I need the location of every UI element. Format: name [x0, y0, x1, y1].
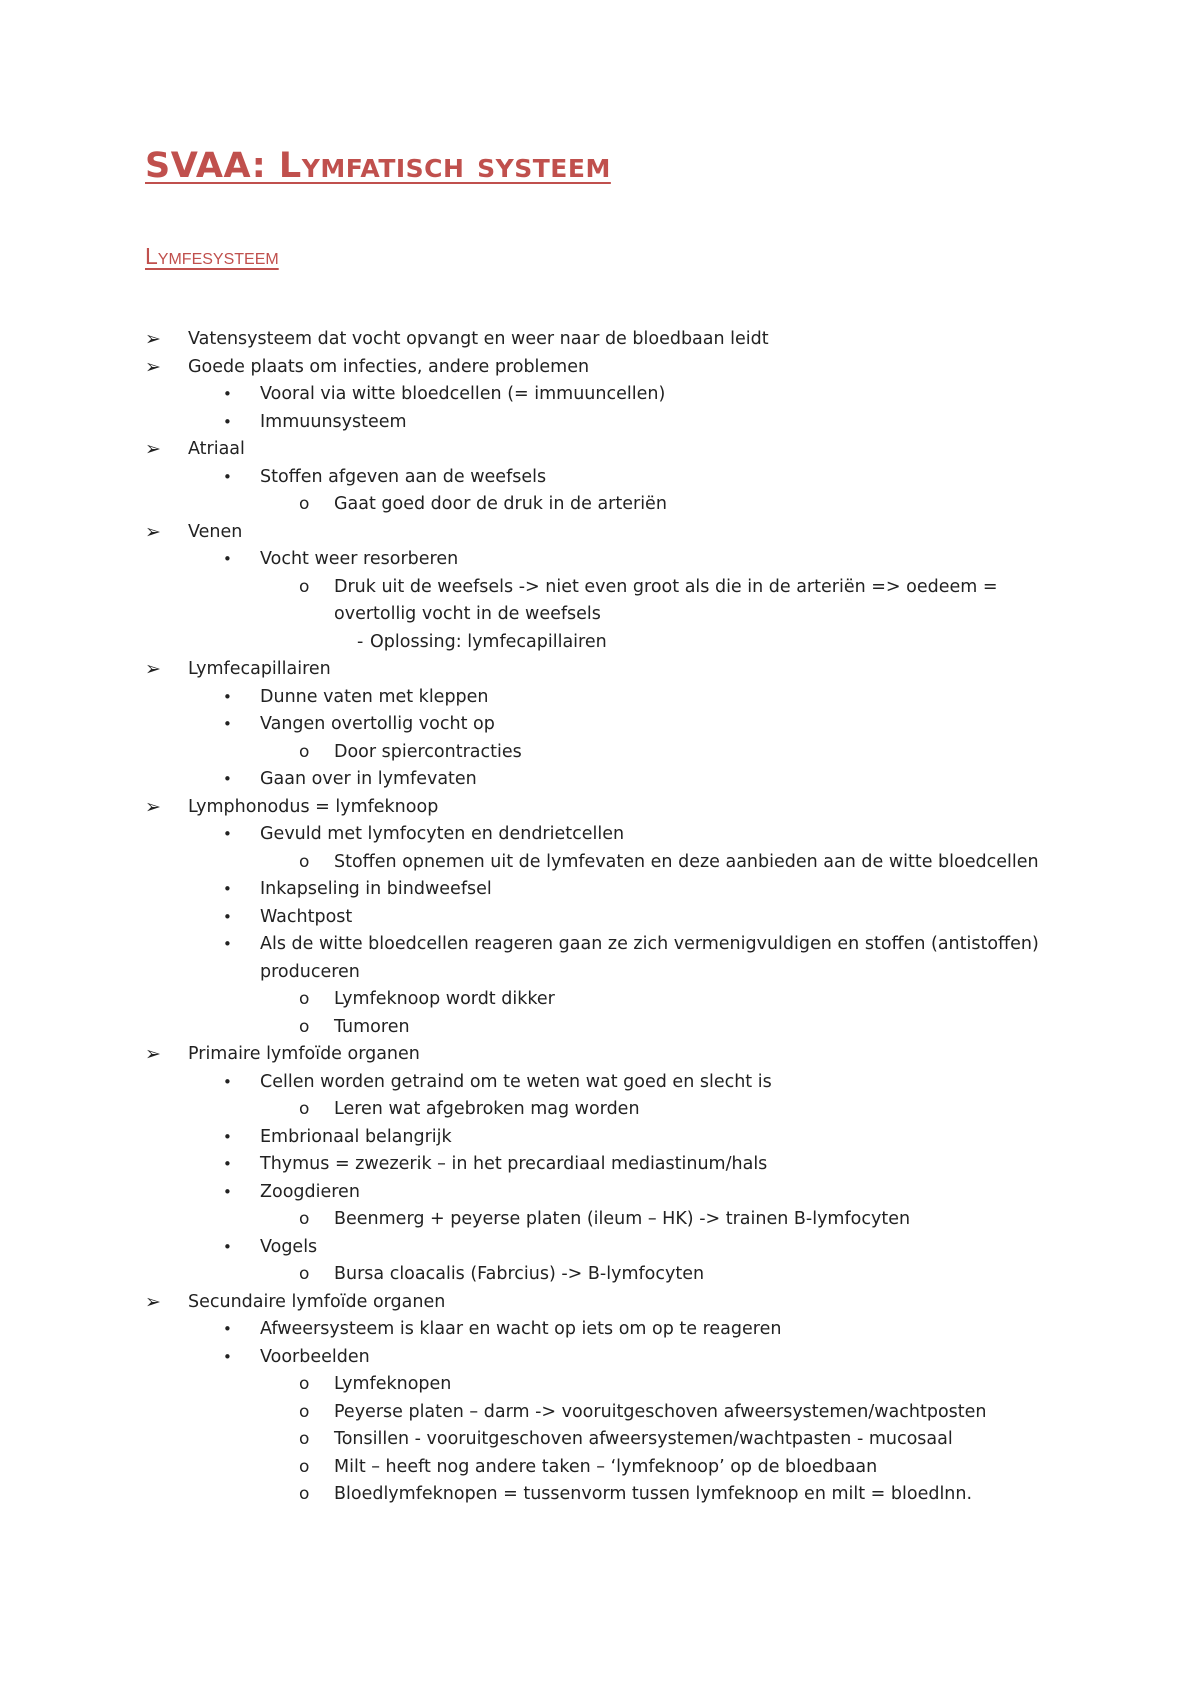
list-item-text: Beenmerg + peyerse platen (ileum – HK) -> trainen B-lymfocyten: [334, 1209, 911, 1229]
list-item: [0, 1399, 1200, 1427]
bullet-icon: •: [223, 1127, 232, 1146]
circle-bullet-icon: o: [299, 1016, 310, 1037]
list-item: [0, 1261, 1200, 1289]
list-item: [0, 491, 1200, 519]
list-item-text: Bloedlymfeknopen = tussenvorm tussen lymfeknoop en milt = bloedlnn.: [334, 1484, 973, 1504]
bullet-icon: •: [223, 907, 232, 926]
list-item-text: Door spiercontracties: [334, 741, 522, 762]
list-item-text: Lymfeknoop wordt dikker: [334, 989, 555, 1009]
list-item-text: Atriaal: [188, 439, 245, 459]
outline-list: [0, 326, 1200, 1509]
list-item-text: Immuunsysteem: [260, 411, 407, 432]
list-item-text: Voorbeelden: [260, 1346, 370, 1367]
list-item-text: Embrionaal belangrijk: [260, 1126, 452, 1147]
bullet-icon: •: [223, 935, 232, 953]
list-item-text: Zoogdieren: [260, 1181, 360, 1202]
list-item-text: Peyerse platen – darm -> vooruitgeschoven afweersystemen/wachtposten: [334, 1401, 987, 1422]
list-item: [0, 601, 1200, 629]
circle-bullet-icon: o: [299, 1429, 310, 1449]
list-item: [0, 464, 1200, 492]
list-item: [0, 574, 1200, 602]
list-item: [0, 326, 1200, 354]
list-item: [0, 794, 1200, 822]
list-item-text: Secundaire lymfoïde organen: [188, 1291, 446, 1312]
list-item-text: Lymfecapillairen: [188, 659, 331, 679]
circle-bullet-icon: o: [299, 1209, 310, 1229]
list-item-text: Leren wat afgebroken mag worden: [334, 1099, 640, 1119]
list-item-text: Oplossing: lymfecapillairen: [370, 631, 607, 652]
bullet-icon: •: [223, 687, 232, 706]
list-item-text: Dunne vaten met kleppen: [260, 686, 489, 707]
bullet-icon: •: [223, 467, 232, 486]
list-item-text: produceren: [260, 961, 360, 982]
list-item: [0, 1454, 1200, 1482]
list-item-text: Vatensysteem dat vocht opvangt en weer naar de bloedbaan leidt: [188, 329, 769, 349]
bullet-icon: •: [223, 1320, 232, 1338]
list-item: [0, 1151, 1200, 1179]
list-item: [0, 986, 1200, 1014]
list-item-text: Druk uit de weefsels -> niet even groot als die in de arteriën => oedeem =: [334, 576, 998, 597]
arrow-bullet-icon: ➢: [145, 1043, 161, 1065]
list-item-text: Milt – heeft nog andere taken – ‘lymfeknoop’ op de bloedbaan: [334, 1456, 878, 1477]
list-item: [0, 1124, 1200, 1152]
list-item: [0, 1344, 1200, 1372]
list-item-text: Gaan over in lymfevaten: [260, 769, 477, 789]
arrow-bullet-icon: ➢: [145, 1290, 161, 1313]
list-item-text: Vooral via witte bloedcellen (= immuuncellen): [260, 384, 666, 404]
arrow-bullet-icon: ➢: [145, 658, 161, 680]
bullet-icon: •: [223, 550, 232, 568]
list-item-text: Venen: [188, 521, 243, 542]
page-title: SVAA: Lymfatisch systeem: [145, 146, 611, 186]
arrow-bullet-icon: ➢: [145, 328, 161, 350]
list-item: [0, 1069, 1200, 1097]
circle-bullet-icon: o: [299, 1099, 310, 1119]
list-item-text: Vogels: [260, 1236, 318, 1257]
list-item-text: Primaire lymfoïde organen: [188, 1044, 420, 1064]
circle-bullet-icon: o: [299, 741, 310, 762]
list-item-text: Tonsillen - vooruitgeschoven afweersystemen/wachtpasten - mucosaal: [334, 1429, 953, 1449]
list-item-text: Lymphonodus = lymfeknoop: [188, 796, 439, 817]
circle-bullet-icon: o: [299, 1264, 310, 1284]
list-item: [0, 876, 1200, 904]
list-item-text: Gevuld met lymfocyten en dendrietcellen: [260, 824, 625, 844]
list-item: [0, 546, 1200, 574]
list-item-text: Vangen overtollig vocht op: [260, 714, 495, 734]
list-item-text: Afweersysteem is klaar en wacht op iets om op te reageren: [260, 1319, 782, 1339]
list-item: [0, 931, 1200, 959]
list-item: [0, 629, 1200, 657]
bullet-icon: •: [223, 412, 232, 431]
list-item: [0, 904, 1200, 932]
circle-bullet-icon: o: [299, 1456, 310, 1477]
circle-bullet-icon: o: [299, 576, 310, 597]
list-item-text: Inkapseling in bindweefsel: [260, 879, 492, 899]
list-item-text: Thymus = zwezerik – in het precardiaal mediastinum/hals: [260, 1154, 768, 1174]
list-item: [0, 436, 1200, 464]
list-item: [0, 959, 1200, 987]
list-item: [0, 1096, 1200, 1124]
bullet-icon: •: [223, 715, 232, 733]
circle-bullet-icon: o: [299, 494, 310, 514]
list-item: [0, 821, 1200, 849]
circle-bullet-icon: o: [299, 989, 310, 1009]
list-item-text: Wachtpost: [260, 906, 353, 927]
list-item-text: Als de witte bloedcellen reageren gaan ze zich vermenigvuldigen en stoffen (antistoffen): [260, 934, 1039, 954]
arrow-bullet-icon: ➢: [145, 795, 161, 818]
list-item: [0, 684, 1200, 712]
list-item-text: Vocht weer resorberen: [260, 549, 459, 569]
list-item: [0, 1206, 1200, 1234]
list-item-text: Lymfeknopen: [334, 1374, 452, 1394]
bullet-icon: •: [223, 1072, 232, 1091]
bullet-icon: •: [223, 385, 232, 403]
list-item-text: Cellen worden getraind om te weten wat goed en slecht is: [260, 1071, 772, 1092]
list-item: [0, 1316, 1200, 1344]
list-item-text: Stoffen afgeven aan de weefsels: [260, 466, 547, 487]
bullet-icon: •: [223, 1237, 232, 1256]
list-item-text: Bursa cloacalis (Fabrcius) -> B-lymfocyten: [334, 1264, 705, 1284]
arrow-bullet-icon: ➢: [145, 355, 161, 378]
list-item: [0, 711, 1200, 739]
bullet-icon: •: [223, 1347, 232, 1366]
bullet-icon: •: [223, 880, 232, 898]
list-item-text: Gaat goed door de druk in de arteriën: [334, 494, 667, 514]
list-item: [0, 1014, 1200, 1042]
list-item: [0, 739, 1200, 767]
list-item: [0, 1179, 1200, 1207]
circle-bullet-icon: o: [299, 1484, 310, 1504]
list-item: [0, 1481, 1200, 1509]
dash-marker: -: [357, 631, 364, 652]
arrow-bullet-icon: ➢: [145, 520, 161, 543]
bullet-icon: •: [223, 825, 232, 843]
section-heading: Lymfesysteem: [145, 243, 279, 269]
list-item: [0, 849, 1200, 877]
bullet-icon: •: [223, 1155, 232, 1173]
list-item: [0, 1426, 1200, 1454]
list-item: [0, 656, 1200, 684]
list-item: [0, 1371, 1200, 1399]
bullet-icon: •: [223, 1182, 232, 1201]
list-item: [0, 381, 1200, 409]
list-item: [0, 1289, 1200, 1317]
list-item: [0, 1041, 1200, 1069]
list-item: [0, 519, 1200, 547]
bullet-icon: •: [223, 770, 232, 788]
circle-bullet-icon: o: [299, 851, 310, 872]
circle-bullet-icon: o: [299, 1374, 310, 1394]
list-item-text: overtollig vocht in de weefsels: [334, 604, 601, 624]
list-item: [0, 1234, 1200, 1262]
list-item-text: Tumoren: [334, 1016, 410, 1037]
list-item: [0, 409, 1200, 437]
list-item: [0, 354, 1200, 382]
list-item-text: Goede plaats om infecties, andere problemen: [188, 356, 590, 377]
list-item: [0, 766, 1200, 794]
arrow-bullet-icon: ➢: [145, 438, 161, 460]
list-item-text: Stoffen opnemen uit de lymfevaten en deze aanbieden aan de witte bloedcellen: [334, 851, 1039, 872]
circle-bullet-icon: o: [299, 1401, 310, 1422]
